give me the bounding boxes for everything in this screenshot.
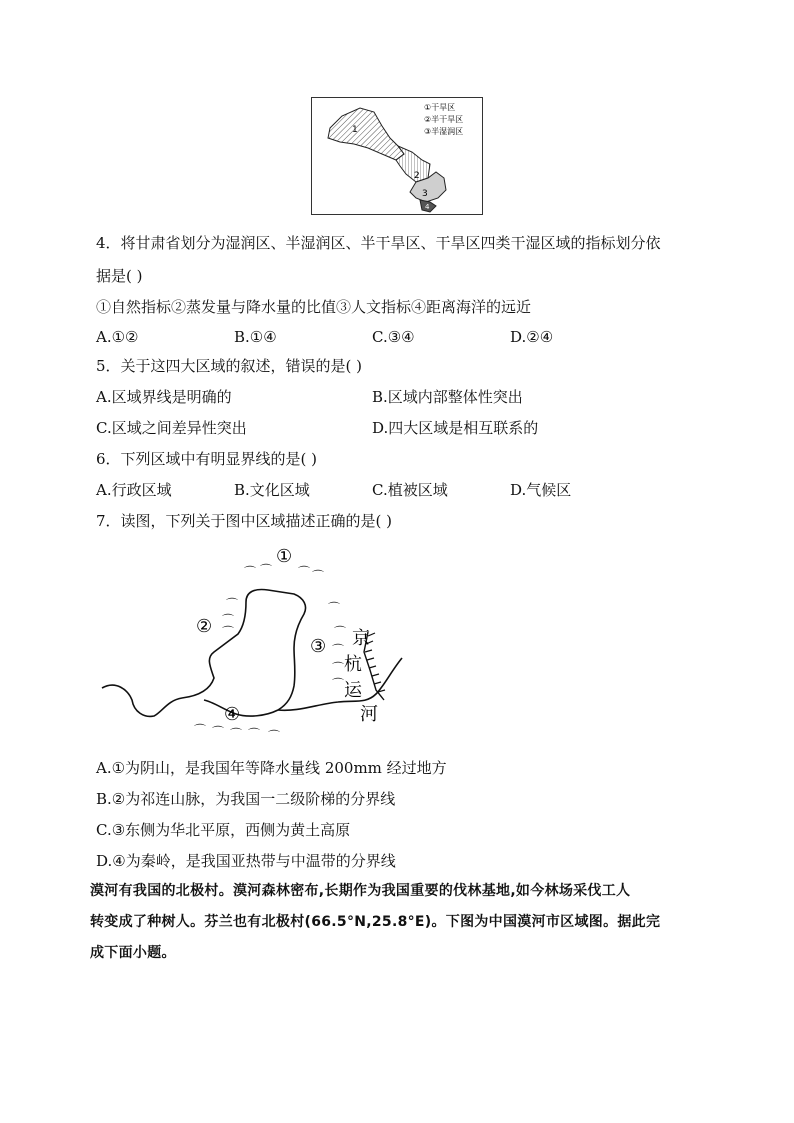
canal-char-1: 京 [352,628,370,649]
marker-1: ① [276,546,293,567]
region-label-4: 4 [425,203,430,211]
q6-option-c[interactable]: C.植被区域 [372,481,448,499]
svg-text:⌒: ⌒ [248,727,261,741]
q4-option-b[interactable]: B.①④ [234,328,277,346]
marker-3: ③ [310,636,327,657]
q5-option-c[interactable]: C.区域之间差异性突出 [96,419,247,437]
intro-line2: 转变成了种树人。芬兰也有北极村(66.5°N,25.8°E)。下图为中国漠河市区域图。据此完 [90,914,661,930]
svg-text:⌒: ⌒ [268,729,281,743]
svg-text:⌒: ⌒ [332,643,345,657]
canal-char-3: 运 [344,680,362,701]
svg-text:⌒: ⌒ [312,569,325,583]
q4-option-d[interactable]: D.②④ [510,328,554,346]
arid-zone [328,108,404,160]
region-sketch-svg [98,540,428,745]
marker-4: ④ [224,704,241,725]
intro-line1: 漠河有我国的北极村。漠河森林密布,长期作为我国重要的伐林基地,如今林场采伐工人 [90,883,631,899]
legend-semi-humid: ③半湿润区 [424,127,464,136]
q5-option-a[interactable]: A.区域界线是明确的 [96,388,232,406]
svg-text:⌒: ⌒ [230,727,243,741]
q4-stem-line2: 据是( ) [96,267,143,285]
q5-option-b[interactable]: B.区域内部整体性突出 [372,388,523,406]
gansu-map-svg [312,98,482,214]
svg-text:⌒: ⌒ [332,677,345,691]
q7-stem: 7．读图，下列关于图中区域描述正确的是( ) [96,512,393,530]
svg-text:⌒: ⌒ [298,565,311,579]
marker-2: ② [196,616,213,637]
svg-text:⌒: ⌒ [226,597,239,611]
svg-text:⌒: ⌒ [222,613,235,627]
q7-option-b[interactable]: B.②为祁连山脉，为我国一二级阶梯的分界线 [96,790,396,808]
q7-option-c[interactable]: C.③东侧为华北平原，西侧为黄土高原 [96,821,351,839]
svg-text:⌒: ⌒ [334,625,347,639]
q4-stem-line1: 4．将甘肃省划分为湿润区、半湿润区、半干旱区、干旱区四类干湿区域的指标划分依 [96,234,661,252]
q4-option-a[interactable]: A.①② [96,328,139,346]
legend-arid: ①干旱区 [424,103,456,112]
q4-statements: ①自然指标②蒸发量与降水量的比值③人文指标④距离海洋的远近 [96,298,532,316]
region-sketch-map [98,540,428,745]
q5-stem: 5．关于这四大区域的叙述，错误的是( ) [96,357,363,375]
svg-text:⌒: ⌒ [328,601,341,615]
q6-option-b[interactable]: B.文化区域 [234,481,310,499]
q6-option-d[interactable]: D.气候区 [510,481,572,499]
q7-option-d[interactable]: D.④为秦岭，是我国亚热带与中温带的分界线 [96,852,396,870]
svg-text:⌒: ⌒ [332,661,345,675]
canal-char-4: 河 [360,704,378,725]
river-loop [102,590,306,717]
region-label-1: 1 [352,125,358,135]
q4-option-c[interactable]: C.③④ [372,328,415,346]
q6-option-a[interactable]: A.行政区域 [96,481,172,499]
q7-option-a[interactable]: A.①为阴山，是我国年等降水量线 200mm 经过地方 [96,759,447,777]
gansu-zones-map [311,97,483,215]
svg-text:⌒: ⌒ [244,565,257,579]
svg-text:⌒: ⌒ [194,723,207,737]
region-label-3: 3 [422,189,428,199]
legend-semi-arid: ②半干旱区 [424,115,464,124]
q6-stem: 6．下列区域中有明显界线的是( ) [96,450,318,468]
region-label-2: 2 [414,171,420,181]
svg-text:⌒: ⌒ [212,725,225,739]
svg-text:⌒: ⌒ [260,563,273,577]
svg-text:⌒: ⌒ [222,625,235,639]
q5-option-d[interactable]: D.四大区域是相互联系的 [372,419,539,437]
canal-char-2: 杭 [344,654,362,675]
intro-line3: 成下面小题。 [90,945,176,961]
